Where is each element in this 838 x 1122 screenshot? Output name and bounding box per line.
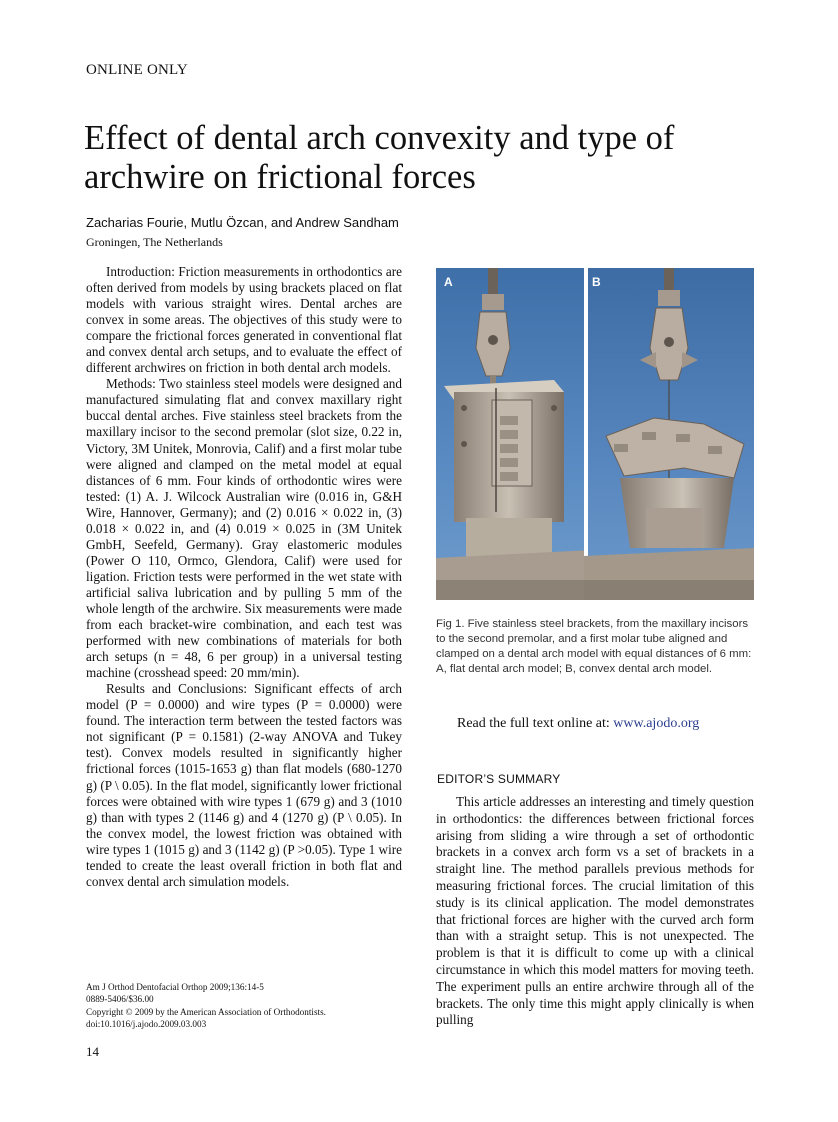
citation-block	[86, 981, 406, 1030]
issn: 0889-5406/$36.00	[86, 994, 154, 1005]
figure-1	[436, 268, 754, 600]
editors-summary-text: This article addresses an interesting and timely question in orthodontics: the differences between frictional forces arising from sliding a wire through a set of orthodontic brackets in a convex arch form vs a set of brackets in a straight line. The method parallels previous methods for measuring frictional forces. The crucial limitation of this study is its clinical application. The model demonstrates that frictional forces are higher with the curved arch form than with a straight setup. This is not unexpected. The problem is that it is difficult to come up with a clinical circumstance in which this model matters for moving teeth. The experiment pulls an entire archwire through all of the brackets. The only time this might apply clinically is when pulling	[436, 794, 754, 1028]
panel-b-label: B	[592, 275, 601, 289]
journal-citation: Am J Orthod Dentofacial Orthop 2009;136:14-5	[86, 982, 264, 992]
page-number: 14	[86, 1044, 99, 1059]
abstract-results: Results and Conclusions: Significant effects of arch model (P = 0.0000) and wire types (P = 0.0000) were found. The interaction term between the tested factors was not significant (P = 0.1581) (2-way ANOVA and Tukey test). Convex models resulted in significantly higher frictional forces (1015-1653 g) than flat models (680-1270 g) (P \ 0.05). In the flat model, significantly lower frictional forces were obtained with wire types 1 (679 g) and 3 (1010 g) than with types 2 (1146 g) and 4 (1270 g) (P \ 0.05). In the convex model, the lowest friction was obtained with wire types 1 (1015 g) and 3 (1142 g) (P >0.05). Type 1 wire tended to create the least overall friction in both flat and convex dental arch simulation models.	[86, 681, 402, 889]
copyright: Copyright © 2009 by the American Association of Orthodontists.	[86, 1006, 326, 1017]
abstract-column	[86, 264, 402, 890]
figure-caption: Fig 1. Five stainless steel brackets, from the maxillary incisors to the second premolar, and a first molar tube aligned and clamped on a dental arch model with equal distances of 6 mm: A, flat dental arch model; B, convex dental arch model.	[436, 618, 752, 676]
author-location: Groningen, The Netherlands	[86, 235, 223, 249]
figure-panel-a	[436, 268, 592, 600]
read-full-prefix: Read the full text online at:	[457, 716, 610, 731]
doi: doi:10.1016/j.ajodo.2009.03.003	[86, 1018, 207, 1029]
figure-panel-b	[584, 268, 754, 600]
author-list: Zacharias Fourie, Mutlu Özcan, and Andrew Sandham	[86, 215, 399, 230]
read-full-text	[457, 716, 699, 732]
flat-arch-model-photo	[436, 268, 592, 600]
abstract-introduction: Introduction: Friction measurements in orthodontics are often derived from models by using brackets placed on flat models with various straight wires. Dental arches are convex in some areas. The objectives of this study were to compare the frictional forces generated in conventional flat and convex dental arch setups, and to evaluate the effect of different archwires on friction in both dental arch models.	[86, 264, 402, 376]
convex-arch-model-photo	[584, 268, 754, 600]
editors-summary-column	[436, 794, 754, 1029]
abstract-methods: Methods: Two stainless steel models were designed and manufactured simulating flat and convex maxillary right buccal dental arches. Five stainless steel brackets from the maxillary incisor to the second premolar (slot size, 0.22 in, Victory, 3M Unitek, Monrovia, Calif) and a first molar tube were aligned and clamped on the metal model at equal distances of 6 mm. Four kinds of orthodontic wires were tested: (1) A. J. Wilcock Australian wire (0.016 in, G&H Wire, Hannover, Germany); and (2) 0.016 × 0.022 in, (3) 0.018 × 0.022 in, and (4) 0.019 × 0.025 in (3M Unitek GmbH, Seefeld, Germany). Gray elastomeric modules (Power O 110, Ormco, Glendora, Calif) were used for ligation. Friction tests were performed in the wet state with artificial saliva lubrication and by pulling 5 mm of the whole length of the archwire. Six measurements were made from each bracket-wire combination, and each test was performed with new combinations of materials for both arch setups (n = 48, 6 per group) in a universal testing machine (crosshead speed: 20 mm/min).	[86, 376, 402, 681]
panel-a-label: A	[444, 275, 453, 289]
section-label: ONLINE ONLY	[86, 62, 188, 78]
editors-summary-heading: EDITOR’S SUMMARY	[437, 772, 561, 786]
article-title: Effect of dental arch convexity and type of archwire on frictional forces	[84, 119, 675, 196]
journal-link[interactable]: www.ajodo.org	[613, 716, 700, 731]
